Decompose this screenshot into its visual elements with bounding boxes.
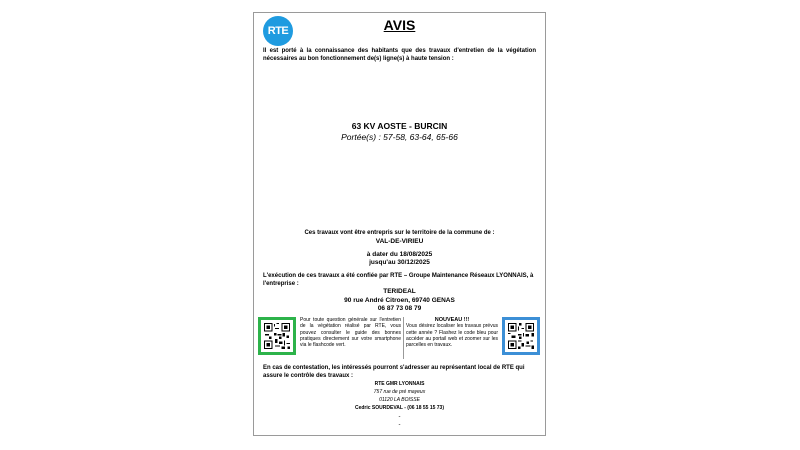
contractor-name: TERIDEAL: [383, 288, 416, 295]
qr-divider: [403, 317, 404, 359]
contractor-address: 90 rue André Citroen, 69740 GENAS: [344, 296, 455, 304]
date-from: à dater du 18/08/2025: [366, 251, 433, 258]
notice-page: [253, 12, 546, 436]
contestation-text: En cas de contestation, les intéressés pourront s'adresser au représentant local de RTE qui assure le contrôle des travaux :: [263, 365, 525, 379]
blue-qr-code[interactable]: [502, 317, 540, 355]
new-label: NOUVEAU !!!: [434, 317, 470, 323]
portal-qr-description: [406, 317, 498, 348]
dash-mark: -: [398, 414, 401, 420]
page-title: AVIS: [383, 17, 416, 33]
date-to: jusqu'au 30/12/2025: [369, 259, 430, 266]
contact-city: 01120 LA BOISSE: [379, 397, 420, 403]
guide-qr-description: Pour toute question générale sur l'entretien de la végétation réalisé par RTE, vous pouvez consulter le guide des bonnes pratiques directement sur votre smartphone via le flashcode vert.: [300, 317, 401, 349]
contractor-phone: 06 87 73 08 79: [377, 305, 422, 312]
portal-qr-text: Vous désirez localiser les travaux prévus cette année ? Flashez le code bleu pour accéder au portail web et zoomer sur les parcelles en travaux.: [406, 323, 498, 349]
rte-contact: [254, 380, 545, 412]
contractor-block: [254, 288, 545, 314]
contact-org: RTE GMR LYONNAIS: [374, 381, 425, 387]
intro-text: Il est porté à la connaissance des habitants que des travaux d'entretien de la végétation nécessaires au bon fonctionnement de(s) ligne(s) à haute tension :: [263, 48, 536, 62]
dash-mark: -: [398, 422, 401, 428]
qr-code-icon: [508, 323, 534, 349]
contact-street: 757 rue de pré mayeux: [373, 389, 426, 395]
execution-text: L'exécution de ces travaux a été confiée par RTE – Groupe Maintenance Réseaux LYONNAIS, à l'entreprise :: [263, 273, 534, 287]
qr-code-icon: [264, 323, 290, 349]
power-line-spans: Portée(s) : 57-58, 63-64, 65-66: [341, 132, 458, 142]
green-qr-code[interactable]: [258, 317, 296, 355]
commune-intro: Ces travaux vont être entrepris sur le territoire de la commune de :: [304, 230, 495, 236]
commune-name: VAL-DE-VIRIEU: [375, 238, 424, 245]
power-line-name: 63 KV AOSTE - BURCIN: [351, 121, 448, 131]
work-dates: [254, 251, 545, 267]
contact-person: Cedric SOURDEVAL - (06 18 55 15 73): [354, 405, 445, 411]
rte-logo: RTE: [263, 16, 293, 46]
